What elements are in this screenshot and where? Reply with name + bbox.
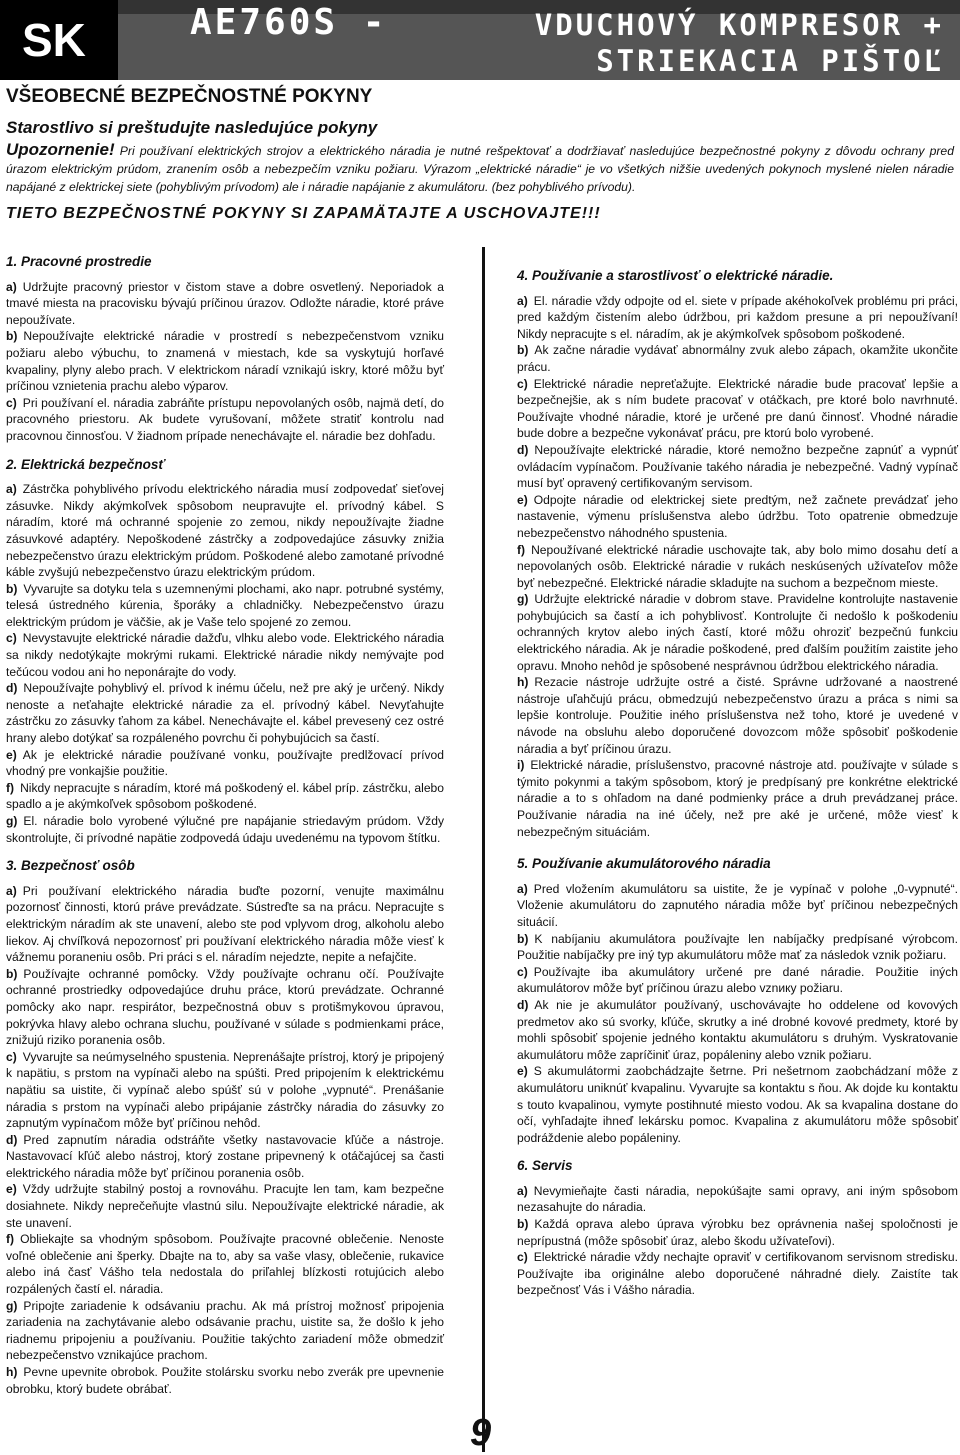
item-key: g) [6,1298,18,1313]
item-text: Elektrické náradie, príslušenstvo, pracovné nástroje atd. používajte v súlade s týmito pokynmi a takým spôsobom, ktorý je predpísaný pre konkrétne elektrické náradie a to s ohľadom na dané podmienky práce a druh prevádzanej práce. Používanie náradia na iné účely, než pre aké je určené, môže viesť k nebezpečným situáciám. [517,758,958,839]
section-items [6,481,444,846]
section-heading: 2. Elektrická bezpečnosť [6,456,165,472]
list-item [517,1249,958,1299]
item-text: Ak začne náradie vydávať abnormálny zvuk alebo zápach, okamžite ukončite prácu. [517,343,958,374]
item-key: a) [6,279,17,294]
list-item [517,542,958,592]
warning-paragraph [6,141,954,196]
item-text: Pevne upevnite obrobok. Použite stolársku svorku nebo zverák pre upevnenie obrobku, ktorý budete obrábať. [6,1365,444,1396]
list-item [6,630,444,680]
list-item [6,966,444,1049]
item-text: K nabíjaniu akumulátora používajte len nabíjačky predpísané výrobcom. Použitie nabíjačky pre iný typ akumulátoru môže mať za následok vznik požiaru. [517,931,958,963]
list-item [517,964,958,997]
item-text: Nevymieňajte časti náradia, nepokúšajte sami opravy, ani iným spôsobom nezasahujte do náradia. [517,1183,958,1215]
item-text: Udržujte elektrické náradie v dobrom stave. Pravidelne kontrolujte nastavenie pohybujúcich sa častí a ich pohyblivosť. Kontrolujte či nedošlo k poškodeniu ochranných krytov alebo iných častí, ktoré môžu ohroziť bezpečnú funkciu elektrického náradia. Ak je náradie poškodené, pred ďalším použitím zaistite jeho opravu. Mnoho nehôd je spôsobené nesprávnou údržbou elektrického náradia. [517,592,958,673]
list-item [6,395,444,445]
item-key: c) [6,631,17,646]
section-items [517,293,958,841]
item-text: Udržujte pracovný priestor v čistom stave a dobre osvetlený. Neporiadok a tmavé miesta na pracovisku bývajú príčinou úrazov. Odložte náradie, ktoré práve nepoužívate. [6,279,444,327]
item-text: Elektrické náradie nepreťažujte. Elektrické náradie bude pracovať lepšie a bezpečnejšie, ak s ním budete pracovať v otáčkach, pre ktoré bolo navrhnuté. Používajte vhodné náradie, ktoré je určené pre danú činnosť. Vhodné náradie bude dobre a bezpečne vykonávať prácu, pre ktorú bolo vyrobené. [517,376,958,441]
item-text: Vyvarujte sa dotyku tela s uzemnenými plochami, ako napr. potrubné systémy, telesá ústredného kúrenia, šporáky a chladničky. Nebezpečenstvo úrazu elektrickým prúdom je väčšie, ak je Vaše telo spojené zo zemou. [6,581,444,629]
list-item [6,279,444,329]
product-title-line2: STRIEKACIA PIŠTOĽ [596,44,944,78]
model-number: AE760S - [190,2,388,43]
item-text: Odpojte náradie od elektrickej siete predtým, než začnete prevádzať jeho nastavenie, výmenu príslušenstva alebo údržbu. Toto opatrenie obmedzuje nebezpečenstvo náhodného spustenia. [517,492,958,540]
item-text: Pri používaní el. náradia zabráňte prístupu nepovolaných osôb, najmä detí, do pracovného priestoru. Ak budete vyrušovaní, môžete stratiť kontrolu nad pracovnou činnosťou. V žiadnom prípade nenechávajte el. náradie bez dohľadu. [6,395,444,443]
list-item [6,1364,444,1397]
list-item [6,680,444,746]
list-item [517,342,958,375]
item-key: b) [517,931,529,946]
item-key: f) [517,542,526,557]
item-key: a) [517,881,528,896]
item-text: Ak je elektrické náradie používané vonku, používajte predlžovací prívod vhodný pre vonkajšie použitie. [6,747,444,779]
header-bar [0,0,960,80]
list-item [6,1181,444,1231]
list-item [6,328,444,394]
section-items [6,883,444,1397]
item-key: c) [6,1049,17,1064]
item-key: a) [517,293,528,308]
section-heading: 1. Pracovné prostredie [6,254,152,269]
page-number: 9 [470,1412,492,1454]
item-text: Pred vložením akumulátoru sa uistite, že je vypínač v polohe „0-vypnuté“. Vloženie akumulátoru do zapnutého náradia môže byť príčinou nebezpečných situácií. [517,881,958,929]
list-item [517,997,958,1063]
list-item [6,780,444,813]
item-text: Nevystavujte elektrické náradie dažďu, vlhku alebo vode. Elektrického náradia sa nikdy nedotýkajte mokrými rukami. Elektrické náradie nikdy nemývajte pod tečúcou vodou ani ho neponárajte do vody. [6,631,444,679]
item-key: d) [517,442,529,457]
item-key: b) [6,966,18,981]
item-key: c) [6,395,17,410]
list-item [517,442,958,492]
item-key: c) [517,964,528,979]
title-banner [118,0,960,80]
warning-lead: Upozornenie! [6,140,115,159]
item-key: b) [6,581,18,596]
item-key: e) [517,492,528,507]
item-key: e) [6,1182,17,1197]
item-text: Nepoužívané elektrické náradie uschovajte tak, aby bolo mimo dosahu detí a nepovolaných osôb. Elektrické náradie v rukách neskúsených užívateľov môže byť nebezpečné. Elektrické náradie skladujte na suchom a bezpečnom mieste. [517,542,958,590]
item-text: Vždy udržujte stabilný postoj a rovnováhu. Pracujte len tam, kam bezpečne dosiahnete. Nikdy neprečeňujte vlastnú silu. Nepoužívajte elektrické náradie, ak ste unavení. [6,1182,444,1230]
item-text: Nepoužívajte elektrické náradie v prostredí s nebezpečenstvom vzniku požiaru alebo výbuchu, to znamená v miestach, kde sa vyskytujú horľavé kvapaliny, plyny alebo prach. V elektrickom náradí vznikajú iskry, ktoré môžu byť príčinou vznietenia prachu alebo výparov. [6,329,444,394]
section-heading: 3. Bezpečnosť osôb [6,858,135,874]
item-key: d) [517,997,529,1012]
warning-text: Pri používaní elektrických strojov a elektrického náradia je nutné rešpektovať a dodržiavať nasledujúce bezpečnostné pokyny z dôvodu ochrany pred úrazom elektrickým prúdom, zranením osôb a nebezpečím vzniku požiaru. Výrazom „elektrické náradie“ je vo všetkých nižšie uvedených pokynoch myslené nielen náradie napájané z elektrickej siete (pohyblivým prívodom) ale i náradie napájanie z akumulátoru. (bez pohyblivého prívodu). [6,144,954,194]
section-items [6,279,444,445]
item-text: Nikdy nepracujte s náradím, ktoré má poškodený el. kábel príp. zástrčku, alebo spadlo a je akýmkoľvek spôsobom poškodené. [6,780,444,812]
section-heading: 4. Používanie a starostlivosť o elektrické náradie. [517,268,834,283]
item-text: Nepoužívajte pohyblivý el. prívod k inému účelu, než pre aký je určený. Nikdy nenoste a neťahajte elektrické náradie za el. prívodný kábel. Nevyťahujte zástrčku zo zásuvky ťahom za kábel. Nenechávajte el. kábel prevesený cez ostré hrany alebo dotýkať sa rozpáleného povrchu či pohybujúcich sa častí. [6,681,444,746]
list-item [517,1183,958,1216]
item-key: a) [6,482,17,497]
item-key: e) [517,1064,528,1079]
item-key: a) [6,883,17,898]
item-text: El. náradie bolo vyrobené výlučné pre napájanie striedavým prúdom. Vždy skontrolujte, či prívodné napätie zodpovedá údaju uvedenému na typovom štítku. [6,814,444,845]
list-item [517,1216,958,1249]
remember-notice: TIETO BEZPEČNOSTNÉ POKYNY SI ZAPAMÄTAJTE A USCHOVAJTE!!! [6,205,601,222]
item-key: h) [517,675,529,690]
list-item [517,591,958,674]
item-key: i) [517,758,525,773]
item-text: Zástrčka pohyblivého prívodu elektrického náradia musí zodpovedať sieťovej zásuvke. Nikdy akýmkoľvek spôsobom neupravujte el. prívodný kábel. S náradím, ktoré má ochranné spojenie zo zemou, nikdy nepoužívajte žiadne zásuvkové adaptéry. Nepoškodené zástrčky a zodpovedajúce zásuvky znižia nebezpečenstvo úrazu elektrickým prúdom. Poškodené alebo zamotané prívodné káble zvyšujú nebezpečenstvo úrazu elektrickým prúdom. [6,482,444,580]
list-item [517,931,958,964]
product-title-line1: VDUCHOVÝ KOMPRESOR + [534,8,944,42]
item-text: Používajte iba akumulátory určené pre dané náradie. Použitie iných akumulátorov môže byť príčinou úrazu alebo vznику požiaru. [517,964,958,996]
item-key: a) [517,1183,528,1198]
list-item [517,376,958,442]
item-key: g) [517,592,529,607]
item-key: d) [6,1132,18,1147]
safety-heading: VŠEOBECNÉ BEZPEČNOSTNÉ POKYNY [6,86,373,107]
language-badge: SK [0,0,118,80]
item-key: c) [517,1250,528,1265]
item-key: c) [517,376,528,391]
item-text: Každá oprava alebo úprava výrobku bez oprávnenia našej spoločnosti je neprípustná (môže spôsobiť úraz, alebo škodu užívateľovi). [517,1217,958,1248]
item-key: g) [6,814,18,828]
list-item [517,881,958,931]
item-key: b) [517,1217,529,1232]
list-item [6,1132,444,1182]
list-item [517,757,958,840]
item-text: Ak nie je akumulátor používaný, uschovávajte ho oddelene od kovových predmetov ako sú svorky, kľúče, skrutky a iné drobné kovové predmety, ktoré by mohli spôsobiť spojenie jedného kontaktu akumulátoru s druhým. Vyskratovanie akumulátoru môže zapríčiniť úraz, popáleniny alebo vznik požiaru. [517,997,958,1062]
section-items [517,881,958,1147]
item-key: b) [6,329,18,344]
list-item [6,813,444,846]
item-text: S akumulátormi zaobchádzajte šetrne. Pri nešetrnom zaobchádzaní môže z akumulátoru uniknúť kvapalinu. Vyvarujte sa kontaktu s ňou. Ak dojde ku kontaktu s touto kvapalinou, vymyte postihnuté miesto vodou. Ak sa kvapalina dostane do očí, vyhľadajte ihneď lekársku pomoc. Kvapalina z akumulátoru môže spôsobiť podráždenie alebo popáleniny. [517,1064,958,1145]
list-item [6,1298,444,1364]
section-heading: 6. Servis [517,1158,573,1174]
safety-subheading: Starostlivo si preštudujte nasledujúce pokyny [6,118,378,137]
item-key: b) [517,343,529,358]
list-item [6,581,444,631]
section-items [517,1183,958,1299]
list-item [517,1063,958,1146]
item-text: Elektrické náradie vždy nechajte opraviť v certifikovanom servisnom stredisku. Používajte iba originálne alebo doporučené náhradné diely. Zaistíte tak bezpečnosť Vás i Vášho náradia. [517,1250,958,1298]
item-text: Obliekajte sa vhodným spôsobom. Používajte pracovné oblečenie. Nenoste voľné oblečenie ani šperky. Dbajte na to, aby sa vaše vlasy, oblečenie, rukavice alebo iná časť Vášho tela nedostala do priľahlej blízkosti rotujúcich alebo rozpálených častí el. náradia. [6,1232,444,1297]
item-key: f) [6,1232,15,1247]
item-text: Vyvarujte sa neúmyselného spustenia. Neprenášajte prístroj, ktorý je pripojený k napätiu, s prstom na vypínači alebo na spúšti. Pred pripojením k elektrickému napätiu sa uistite, či vypínač alebo spúšť sú v polohe „vypnuté“. Prenášanie náradia s prstom na vypínači alebo pripájanie zástrčky náradia do zásuvky zo zapnutým vypínačom môže byť príčinou nehôd. [6,1049,444,1131]
item-key: f) [6,780,15,795]
list-item [517,293,958,343]
item-text: Rezacie nástroje udržujte ostré a čisté. Správne udržované a naostrené nástroje uľahčujú prácu, obmedzujú nebezpečenstvo úrazu a práca s nimi sa lepšie kontroluje. Použitie iného príslušenstva než toho, ktoré je uvedené v návode na obsluhu alebo doporučené dovozcom môže spôsobiť poškodenie náradia a byť príčinou úrazu. [517,675,958,756]
list-item [6,1049,444,1132]
item-text: Nepoužívajte elektrické náradie, ktoré nemožno bezpečne zapnúť a vypnúť ovládacím vypínačom. Používanie takého náradia je nebezpečné. Vadný vypínač musí byť opravený certifikovaným servisom. [517,442,958,491]
list-item [6,883,444,966]
list-item [517,674,958,757]
list-item [6,1231,444,1297]
item-text: Pri používaní elektrického náradia buďte pozorní, venujte maximálnu pozornosť činnosti, ktorú práve prevádzate. Sústreďte sa na prácu. Nepracujte s elektrickým náradím ak ste unavení, alebo ste pod vplyvom drog, alkoholu alebo liekov. Aj chvíľková nepozornosť pri používaní elektrického náradia môže viesť k vážnemu poraneniu osôb. Pri práci s el. náradím nejedzte, nepite a nefajčite. [6,883,444,965]
list-item [6,481,444,581]
left-column [6,248,444,1397]
item-key: e) [6,747,17,762]
section-heading: 5. Používanie akumulátorového náradia [517,856,771,872]
column-divider [482,247,485,1452]
list-item [517,492,958,542]
right-column [517,262,958,1299]
item-text: El. náradie vždy odpojte od el. siete v prípade akéhokoľvek problému pri práci, pred každým čistením alebo údržbou, pri každom presune a pri nepoužívaní! Nikdy nepracujte s el. náradím, ak je akýmkoľvek spôsobom poškodené. [517,293,958,341]
item-text: Pripojte zariadenie k odsávaniu prachu. Ak má prístroj možnosť pripojenia zariadenia na zachytávanie alebo odsávanie prachu, uistite sa, že došlo k jeho riadnemu pripojeniu a používaniu. Použitie takýchto zariadení môže obmedziť nebezpečenstvo vznikajúce prachom. [6,1298,444,1363]
item-text: Používajte ochranné pomôcky. Vždy používajte ochranu očí. Používajte ochranné prostriedky odpovedajúce druhu práce, ktorú prevádzate. Ochranné pomôcky ako napr. respirátor, bezpečnostná obuv s protišmykovou úpravou, pokrývka hlavy alebo ochrana sluchu, používané v súlade s podmienkami práce, znižujú riziko poranenia osôb. [6,966,444,1048]
list-item [6,747,444,780]
item-text: Pred zapnutím náradia odstráňte všetky nastavovacie kľúče a nástroje. Nastavovací kľúč alebo nástroj, ktorý zostane pripevnený k otáčajúcej sa časti elektrického náradia môže byť príčinou poranenia osôb. [6,1132,444,1180]
item-key: d) [6,681,18,696]
item-key: h) [6,1365,18,1379]
